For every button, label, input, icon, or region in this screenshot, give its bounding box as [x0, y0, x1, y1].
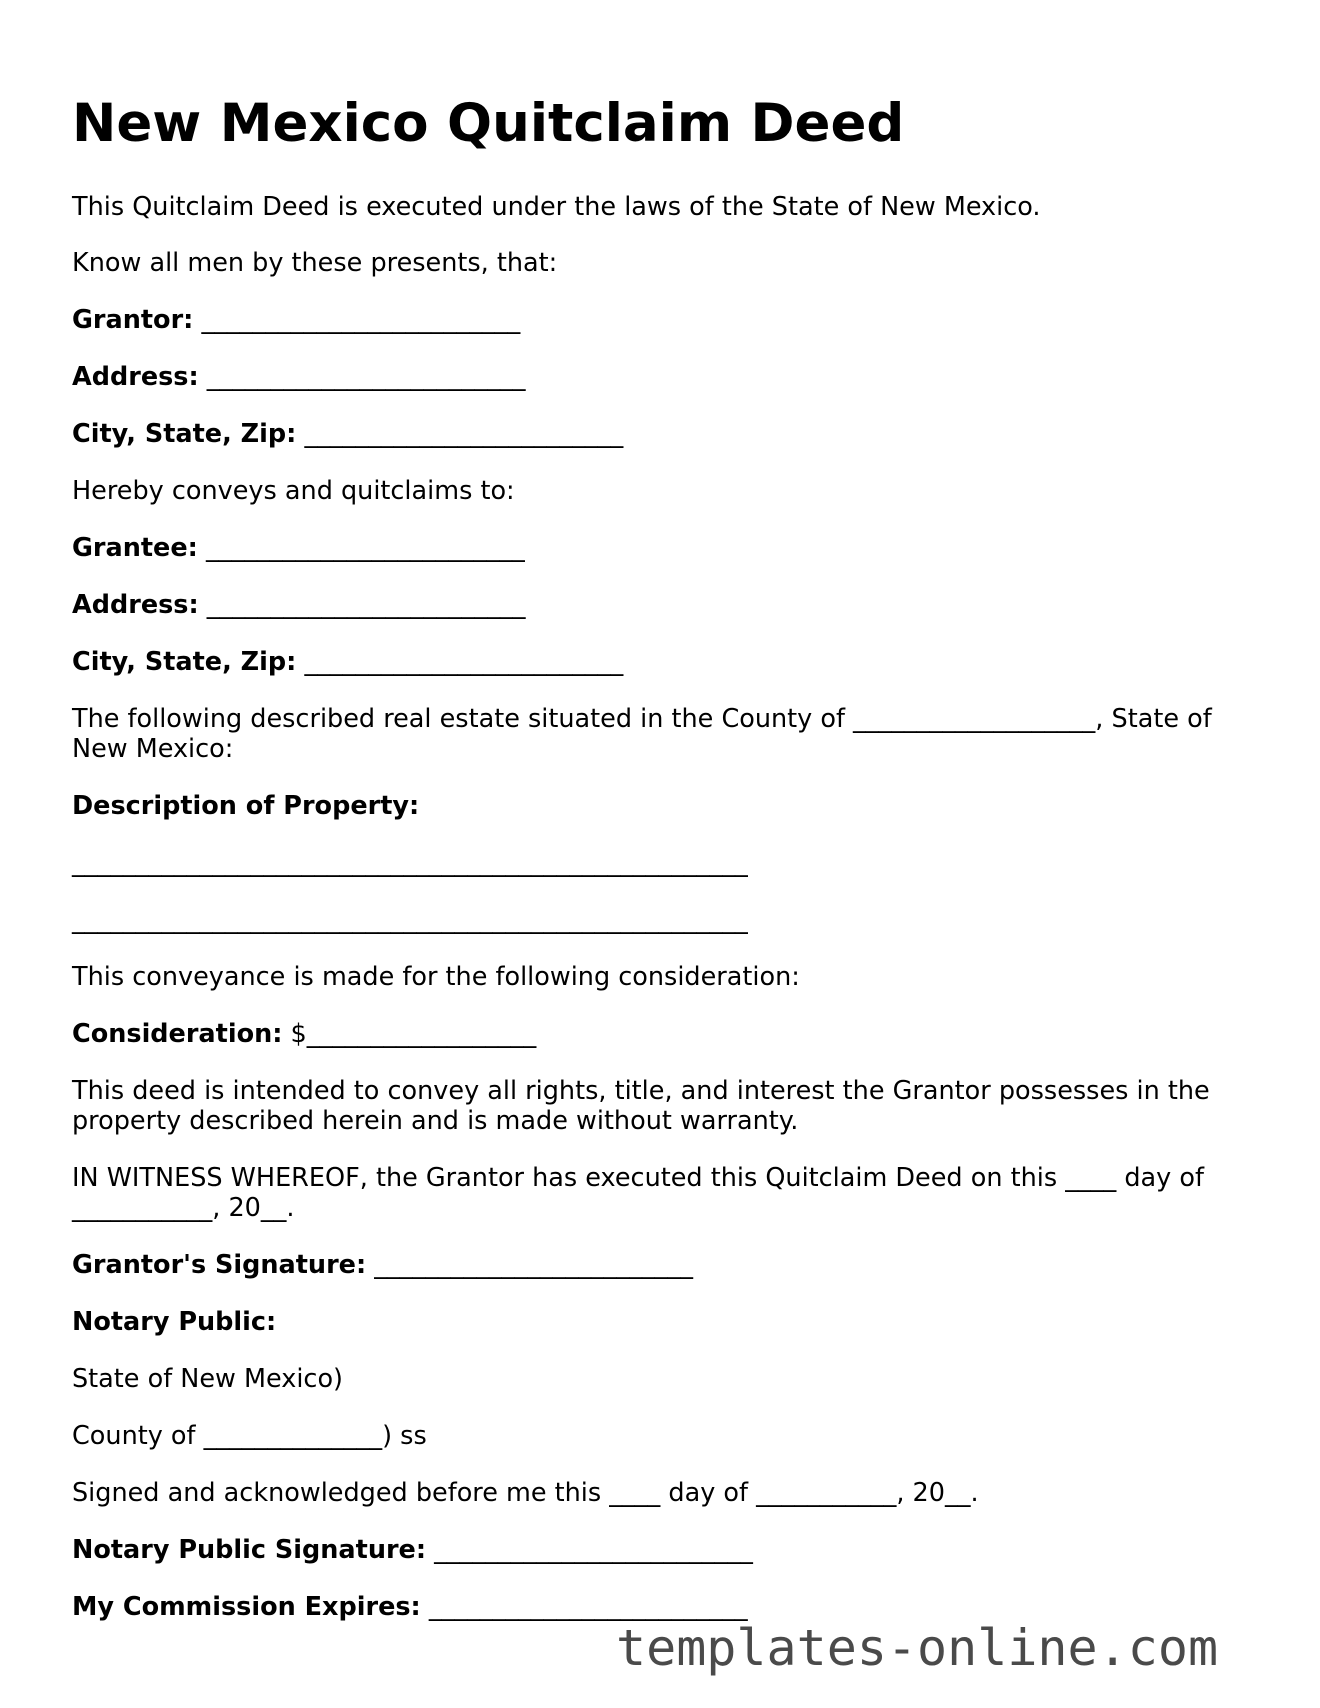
consideration-blank: $__________________ — [282, 1019, 537, 1049]
grantee-name-field — [72, 533, 525, 563]
grantor-signature-blank: _________________________ — [366, 1250, 694, 1280]
page-title: New Mexico Quitclaim Deed — [72, 93, 905, 154]
notary-heading — [72, 1307, 276, 1337]
grantor-address-field — [72, 362, 526, 392]
grantee-address-label: Address: — [72, 590, 199, 620]
consideration-intro: This conveyance is made for the following consideration: — [72, 962, 800, 992]
grantor-name-field — [72, 305, 520, 335]
acknowledged-text: Signed and acknowledged before me this ____ day of ___________, 20__. — [72, 1478, 979, 1508]
consideration-field — [72, 1019, 536, 1049]
intent-text: This deed is intended to convey all rights, title, and interest the Grantor possesses in the property described herein and is made without warranty. — [72, 1076, 1210, 1136]
notary-county: County of ______________) ss — [72, 1421, 427, 1451]
grantor-signature-label: Grantor's Signature: — [72, 1250, 367, 1280]
commission-label: My Commission Expires: — [72, 1592, 421, 1622]
grantor-signature-field — [72, 1250, 693, 1280]
grantee-address-blank: _________________________ — [198, 590, 526, 620]
notary-signature-label: Notary Public Signature: — [72, 1535, 427, 1565]
grantee-name-label: Grantee: — [72, 533, 198, 563]
grantee-city-label: City, State, Zip: — [72, 647, 297, 677]
watermark: templates-online.com — [616, 1619, 1219, 1677]
witness-text: IN WITNESS WHEREOF, the Grantor has executed this Quitclaim Deed on this ____ day of ___________, 20__. — [72, 1163, 1204, 1223]
notary-state: State of New Mexico) — [72, 1364, 343, 1394]
description-line-1: _____________________________________________________ — [72, 848, 748, 878]
county-text: The following described real estate situated in the County of ___________________, State of New Mexico: — [72, 704, 1212, 764]
grantor-address-blank: _________________________ — [198, 362, 526, 392]
consideration-label: Consideration: — [72, 1019, 283, 1049]
grantor-name-label: Grantor: — [72, 305, 194, 335]
grantee-city-blank: _________________________ — [296, 647, 624, 677]
grantor-address-label: Address: — [72, 362, 199, 392]
grantee-name-blank: _________________________ — [197, 533, 525, 563]
conveys-text: Hereby conveys and quitclaims to: — [72, 476, 515, 506]
grantor-name-blank: _________________________ — [193, 305, 521, 335]
intro-text: This Quitclaim Deed is executed under the laws of the State of New Mexico. — [72, 192, 1041, 222]
grantor-city-blank: _________________________ — [296, 419, 624, 449]
notary-signature-field — [72, 1535, 753, 1565]
grantee-address-field — [72, 590, 526, 620]
grantor-city-field — [72, 419, 623, 449]
description-label — [72, 791, 419, 821]
description-label-text: Description of Property: — [72, 791, 420, 821]
grantor-city-label: City, State, Zip: — [72, 419, 297, 449]
commission-blank: _________________________ — [420, 1592, 748, 1622]
know-all-text: Know all men by these presents, that: — [72, 248, 558, 278]
notary-signature-blank: _________________________ — [426, 1535, 753, 1565]
description-line-2: _____________________________________________________ — [72, 905, 748, 935]
notary-label: Notary Public: — [72, 1307, 277, 1337]
grantee-city-field — [72, 647, 623, 677]
